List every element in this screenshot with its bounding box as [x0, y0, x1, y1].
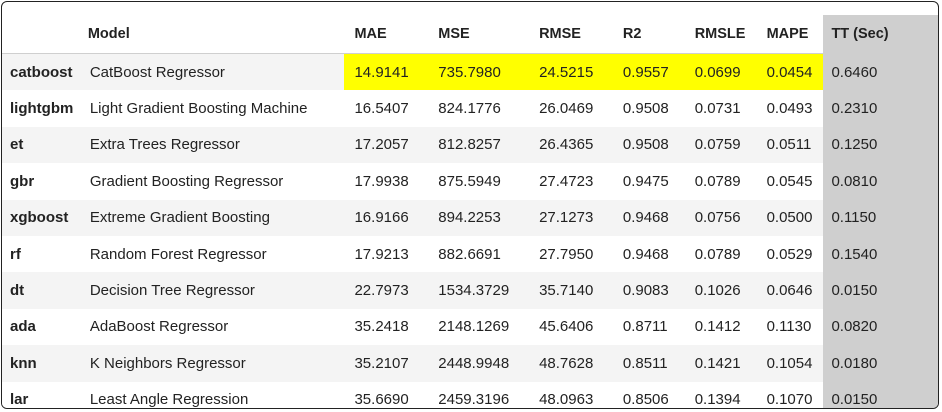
header-cell-model: Model [88, 15, 345, 54]
cell-rmse: 27.1273 [529, 200, 613, 236]
cell-model: Gradient Boosting Regressor [88, 163, 345, 199]
table-row [2, 54, 938, 91]
header-cell-index [2, 15, 88, 54]
cell-index: gbr [2, 163, 88, 199]
table-row [2, 309, 938, 345]
cell-mse: 894.2253 [428, 200, 529, 236]
cell-mae: 35.6690 [344, 382, 428, 409]
cell-tt-sec: 0.6460 [823, 54, 938, 91]
cell-tt-sec: 0.0150 [823, 382, 938, 409]
cell-tt-sec: 0.0810 [823, 163, 938, 199]
cell-tt-sec: 0.1150 [823, 200, 938, 236]
cell-rmsle: 0.0789 [685, 163, 757, 199]
table-row [2, 236, 938, 272]
cell-mae: 35.2107 [344, 345, 428, 381]
cell-mape: 0.0493 [757, 90, 824, 126]
cell-rmse: 45.6406 [529, 309, 613, 345]
cell-r2: 0.8506 [613, 382, 685, 409]
cell-mape: 0.0500 [757, 200, 824, 236]
cell-model: Random Forest Regressor [88, 236, 345, 272]
table-body [2, 54, 938, 410]
cell-mae: 16.5407 [344, 90, 428, 126]
cell-rmsle: 0.1412 [685, 309, 757, 345]
cell-mape: 0.1054 [757, 345, 824, 381]
cell-model: K Neighbors Regressor [88, 345, 345, 381]
cell-mape: 0.1070 [757, 382, 824, 409]
cell-rmse: 26.4365 [529, 127, 613, 163]
cell-rmsle: 0.0699 [685, 54, 757, 91]
cell-mae: 17.9213 [344, 236, 428, 272]
cell-rmse: 27.4723 [529, 163, 613, 199]
table-row [2, 272, 938, 308]
cell-model: Decision Tree Regressor [88, 272, 345, 308]
header-cell-mape: MAPE [757, 15, 824, 54]
header-cell-rmsle: RMSLE [685, 15, 757, 54]
cell-mape: 0.0529 [757, 236, 824, 272]
cell-mae: 14.9141 [344, 54, 428, 91]
cell-rmsle: 0.0759 [685, 127, 757, 163]
cell-r2: 0.8711 [613, 309, 685, 345]
cell-tt-sec: 0.0180 [823, 345, 938, 381]
cell-mse: 735.7980 [428, 54, 529, 91]
cell-mape: 0.0646 [757, 272, 824, 308]
cell-tt-sec: 0.0150 [823, 272, 938, 308]
header-cell-rmse: RMSE [529, 15, 613, 54]
cell-r2: 0.9468 [613, 200, 685, 236]
cell-mse: 882.6691 [428, 236, 529, 272]
cell-model: Least Angle Regression [88, 382, 345, 409]
cell-r2: 0.9508 [613, 90, 685, 126]
cell-model: Light Gradient Boosting Machine [88, 90, 345, 126]
cell-mae: 22.7973 [344, 272, 428, 308]
header-cell-r2: R2 [613, 15, 685, 54]
cell-rmse: 48.0963 [529, 382, 613, 409]
cell-mape: 0.0545 [757, 163, 824, 199]
cell-rmsle: 0.1394 [685, 382, 757, 409]
cell-mse: 812.8257 [428, 127, 529, 163]
cell-index: et [2, 127, 88, 163]
cell-index: knn [2, 345, 88, 381]
cell-r2: 0.9557 [613, 54, 685, 91]
cell-mse: 2148.1269 [428, 309, 529, 345]
cell-r2: 0.9508 [613, 127, 685, 163]
table-header-row [2, 15, 938, 54]
cell-tt-sec: 0.1540 [823, 236, 938, 272]
header-cell-mae: MAE [344, 15, 428, 54]
cell-index: ada [2, 309, 88, 345]
cell-mae: 35.2418 [344, 309, 428, 345]
cell-mse: 824.1776 [428, 90, 529, 126]
cell-model: Extreme Gradient Boosting [88, 200, 345, 236]
cell-mae: 17.2057 [344, 127, 428, 163]
cell-mape: 0.0454 [757, 54, 824, 91]
header-cell-tt-sec: TT (Sec) [823, 15, 938, 54]
cell-tt-sec: 0.0820 [823, 309, 938, 345]
cell-mse: 2448.9948 [428, 345, 529, 381]
cell-mae: 16.9166 [344, 200, 428, 236]
cell-index: xgboost [2, 200, 88, 236]
cell-tt-sec: 0.1250 [823, 127, 938, 163]
table-row [2, 345, 938, 381]
results-table-frame [1, 1, 939, 409]
cell-index: lightgbm [2, 90, 88, 126]
cell-mse: 2459.3196 [428, 382, 529, 409]
cell-model: CatBoost Regressor [88, 54, 345, 91]
cell-mape: 0.0511 [757, 127, 824, 163]
cell-rmsle: 0.0756 [685, 200, 757, 236]
table-row [2, 127, 938, 163]
header-cell-mse: MSE [428, 15, 529, 54]
cell-index: rf [2, 236, 88, 272]
cell-rmse: 24.5215 [529, 54, 613, 91]
cell-r2: 0.9083 [613, 272, 685, 308]
cell-r2: 0.9468 [613, 236, 685, 272]
cell-rmsle: 0.0789 [685, 236, 757, 272]
cell-rmsle: 0.1026 [685, 272, 757, 308]
table-row [2, 163, 938, 199]
cell-rmse: 48.7628 [529, 345, 613, 381]
cell-r2: 0.9475 [613, 163, 685, 199]
cell-model: AdaBoost Regressor [88, 309, 345, 345]
cell-index: dt [2, 272, 88, 308]
cell-tt-sec: 0.2310 [823, 90, 938, 126]
table-row [2, 382, 938, 409]
cell-index: lar [2, 382, 88, 409]
cell-mse: 875.5949 [428, 163, 529, 199]
cell-mse: 1534.3729 [428, 272, 529, 308]
table-row [2, 90, 938, 126]
cell-mae: 17.9938 [344, 163, 428, 199]
cell-rmsle: 0.0731 [685, 90, 757, 126]
cell-index: catboost [2, 54, 88, 91]
model-comparison-table [2, 15, 938, 409]
cell-rmsle: 0.1421 [685, 345, 757, 381]
table-row [2, 200, 938, 236]
cell-r2: 0.8511 [613, 345, 685, 381]
cell-rmse: 26.0469 [529, 90, 613, 126]
cell-rmse: 27.7950 [529, 236, 613, 272]
cell-mape: 0.1130 [757, 309, 824, 345]
cell-rmse: 35.7140 [529, 272, 613, 308]
cell-model: Extra Trees Regressor [88, 127, 345, 163]
